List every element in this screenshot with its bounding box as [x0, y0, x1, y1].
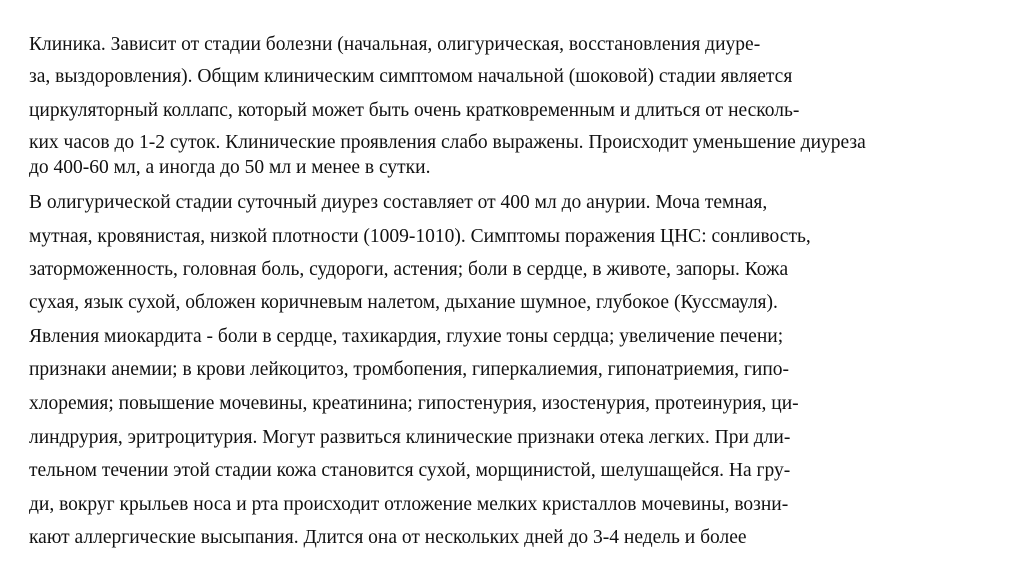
text-line-8: заторможенность, головная боль, судороги, астения; боли в сердце, в животе, запоры. Кожа: [29, 259, 789, 280]
text-line-4: ких часов до 1-2 суток. Клинические проявления слабо выражены. Происходит уменьшение диуреза: [29, 132, 866, 153]
text-line-16: кают аллергические высыпания. Длится она от нескольких дней до 3-4 недель и более: [29, 527, 747, 548]
text-line-5: до 400-60 мл, а иногда до 50 мл и менее в сутки.: [29, 157, 431, 178]
text-line-14: тельном течении этой стадии кожа становится сухой, морщинистой, шелушащейся. На гру-: [29, 460, 791, 481]
text-line-13: линдрурия, эритроцитурия. Могут развиться клинические признаки отека легких. При дли-: [29, 427, 791, 448]
text-line-15: ди, вокруг крыльев носа и рта происходит отложение мелких кристаллов мочевины, возни-: [29, 494, 789, 515]
text-line-6: В олигурической стадии суточный диурез составляет от 400 мл до анурии. Моча темная,: [29, 192, 768, 213]
text-line-7: мутная, кровянистая, низкой плотности (1009-1010). Симптомы поражения ЦНС: сонливость,: [29, 226, 811, 247]
text-line-9: сухая, язык сухой, обложен коричневым налетом, дыхание шумное, глубокое (Куссмауля).: [29, 292, 778, 313]
text-line-3: циркуляторный коллапс, который может быть очень кратковременным и длиться от несколь-: [29, 100, 800, 121]
text-line-11: признаки анемии; в крови лейкоцитоз, тромбопения, гиперкалиемия, гипонатриемия, гипо-: [29, 359, 790, 380]
text-line-1: Клиника. Зависит от стадии болезни (начальная, олигурическая, восстановления диуре-: [29, 34, 761, 55]
text-line-12: хлоремия; повышение мочевины, креатинина; гипостенурия, изостенурия, протеинурия, ци-: [29, 393, 799, 414]
text-line-2: за, выздоровления). Общим клиническим симптомом начальной (шоковой) стадии является: [29, 66, 793, 87]
text-line-10: Явления миокардита - боли в сердце, тахикардия, глухие тоны сердца; увеличение печени;: [29, 326, 784, 347]
